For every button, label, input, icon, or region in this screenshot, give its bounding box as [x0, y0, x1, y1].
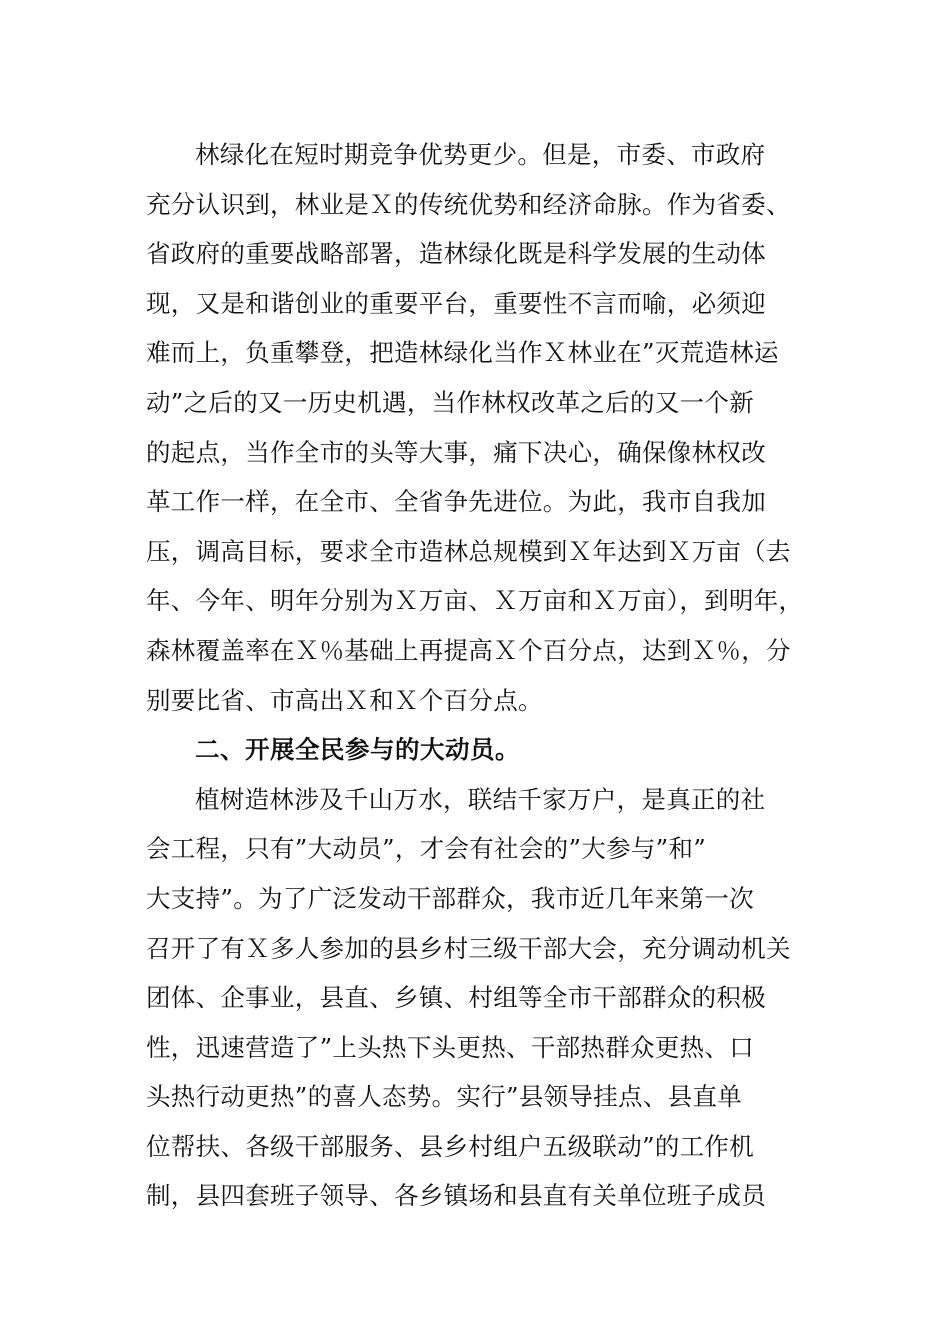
paragraph-2-line-3: 大支持”。为了广泛发动干部群众，我市近几年来第一次	[146, 883, 755, 913]
paragraph-1-line-12: 别要比省、市高出Ｘ和Ｘ个百分点。	[146, 685, 543, 715]
paragraph-2-line-2: 会工程，只有”大动员”，才会有社会的”大参与”和”	[146, 834, 707, 864]
paragraph-1-line-2: 充分认识到，林业是Ｘ的传统优势和经济命脉。作为省委、	[146, 189, 791, 219]
paragraph-1-line-7: 的起点，当作全市的头等大事，痛下决心，确保像林权改	[146, 437, 766, 467]
paragraph-2-line-9: 制，县四套班子领导、各乡镇场和县直有关单位班子成员	[146, 1181, 766, 1211]
paragraph-2-line-4: 召开了有Ｘ多人参加的县乡村三级干部大会，充分调动机关	[146, 933, 791, 963]
paragraph-1-line-10: 年、今年、明年分别为Ｘ万亩、Ｘ万亩和Ｘ万亩），到明年，	[146, 586, 804, 616]
paragraph-2-line-5: 团体、企事业，县直、乡镇、村组等全市干部群众的积极	[146, 983, 766, 1013]
paragraph-1-line-8: 革工作一样，在全市、全省争先进位。为此，我市自我加	[146, 487, 766, 517]
paragraph-1-line-3: 省政府的重要战略部署，造林绿化既是科学发展的生动体	[146, 239, 766, 269]
paragraph-1-line-1: 林绿化在短时期竞争优势更少。但是，市委、市政府	[195, 140, 766, 169]
paragraph-1-line-6: 动”之后的又一历史机遇，当作林权改革之后的又一个新	[146, 387, 755, 417]
section-heading: 二、开展全民参与的大动员。	[195, 735, 520, 765]
paragraph-1-line-5: 难而上，负重攀登，把造林绿化当作Ｘ林业在”灭荒造林运	[146, 338, 779, 368]
paragraph-2-line-6: 性，迅速营造了”上头热下头更热、干部热群众更热、口	[146, 1032, 755, 1062]
paragraph-1-line-11: 森林覆盖率在Ｘ％基础上再提高Ｘ个百分点，达到Ｘ％，分	[146, 635, 791, 665]
document-body	[146, 130, 810, 1221]
paragraph-2-line-1: 植树造林涉及千山万水，联结千家万户，是真正的社	[195, 784, 766, 814]
paragraph-1-line-9: 压，调高目标，要求全市造林总规模到Ｘ年达到Ｘ万亩（去	[146, 536, 791, 566]
paragraph-2-line-8: 位帮扶、各级干部服务、县乡村组户五级联动”的工作机	[146, 1131, 755, 1161]
paragraph-1-line-4: 现，又是和谐创业的重要平台，重要性不言而喻，必须迎	[146, 288, 766, 318]
paragraph-2-line-7: 头热行动更热”的喜人态势。实行”县领导挂点、县直单	[146, 1082, 743, 1112]
